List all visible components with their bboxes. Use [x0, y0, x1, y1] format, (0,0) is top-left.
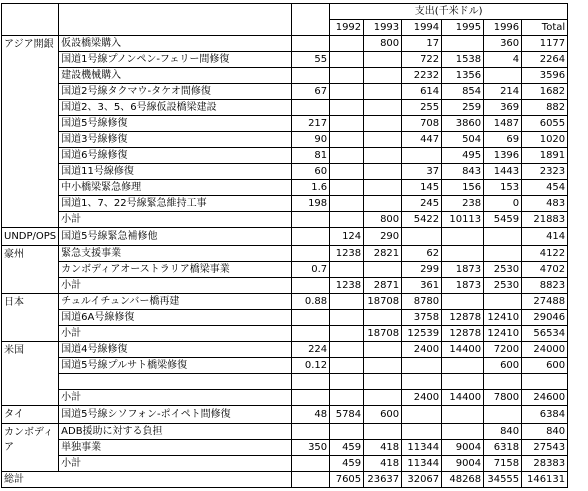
note-value [292, 424, 330, 440]
project-name: 緊急支援事業 [59, 246, 292, 262]
project-name: 建設機械購入 [59, 68, 292, 84]
amount-cell: 600 [364, 406, 402, 424]
amount-cell [330, 326, 364, 342]
project-name: 国道6号線修復 [59, 148, 292, 164]
amount-cell [330, 310, 364, 326]
year-header: 1994 [402, 20, 442, 36]
amount-cell [402, 374, 442, 390]
amount-cell: 1873 [442, 262, 484, 278]
amount-cell: 454 [522, 180, 568, 196]
subtotal-row [2, 278, 568, 294]
amount-cell: 255 [402, 100, 442, 116]
subtotal-row [2, 390, 568, 406]
amount-cell: 722 [402, 52, 442, 68]
project-row [2, 116, 568, 132]
amount-cell: 3758 [402, 310, 442, 326]
amount-cell: 1873 [442, 278, 484, 294]
amount-cell [364, 374, 402, 390]
amount-cell [442, 406, 484, 424]
project-name: 国道1、7、22号線緊急維持工事 [59, 196, 292, 212]
amount-cell: 28383 [522, 456, 568, 472]
note-value: 81 [292, 148, 330, 164]
amount-cell [330, 262, 364, 278]
amount-cell: 361 [402, 278, 442, 294]
amount-cell [330, 132, 364, 148]
year-header: 1995 [442, 20, 484, 36]
header-blank-project [59, 4, 292, 36]
amount-cell: 7158 [484, 456, 522, 472]
amount-cell: 2232 [402, 68, 442, 84]
note-value: 60 [292, 164, 330, 180]
amount-cell [402, 148, 442, 164]
amount-cell [364, 116, 402, 132]
amount-cell [364, 262, 402, 278]
project-row [2, 358, 568, 374]
note-value [292, 228, 330, 246]
amount-cell [364, 132, 402, 148]
project-row [2, 132, 568, 148]
amount-cell: 2400 [402, 342, 442, 358]
amount-cell [364, 164, 402, 180]
project-row [2, 310, 568, 326]
amount-cell [364, 148, 402, 164]
note-value [292, 326, 330, 342]
amount-cell [330, 84, 364, 100]
donor-cell: UNDP/OPS [2, 228, 59, 246]
amount-cell: 37 [402, 164, 442, 180]
amount-cell: 214 [484, 84, 522, 100]
project-name: 国道3号線修復 [59, 132, 292, 148]
project-row [2, 246, 568, 262]
project-row [2, 294, 568, 310]
amount-cell: 10113 [442, 212, 484, 228]
amount-cell [484, 294, 522, 310]
note-value: 217 [292, 116, 330, 132]
project-name: 国道2、3、5、6号線仮設橋梁建設 [59, 100, 292, 116]
amount-cell [484, 246, 522, 262]
project-row [2, 100, 568, 116]
note-value: 350 [292, 440, 330, 456]
amount-cell [330, 52, 364, 68]
amount-cell: 17 [402, 36, 442, 52]
amount-cell: 29046 [522, 310, 568, 326]
amount-cell: 238 [442, 196, 484, 212]
donor-cell: 日本 [2, 294, 59, 342]
project-name: カンボディアオーストラリア橋梁事業 [59, 262, 292, 278]
project-row [2, 406, 568, 424]
amount-cell [364, 52, 402, 68]
project-name: 単独事業 [59, 440, 292, 456]
project-row [2, 440, 568, 456]
amount-cell: 6384 [522, 406, 568, 424]
project-name [59, 374, 292, 390]
amount-cell: 8823 [522, 278, 568, 294]
amount-cell [402, 358, 442, 374]
amount-cell: 124 [330, 228, 364, 246]
amount-cell: 0 [484, 196, 522, 212]
amount-cell [364, 68, 402, 84]
amount-cell [442, 228, 484, 246]
amount-cell: 418 [364, 440, 402, 456]
amount-cell: 369 [484, 100, 522, 116]
header-blank-donor [2, 4, 59, 36]
note-value [292, 390, 330, 406]
donor-cell: カンボディア [2, 424, 59, 472]
amount-cell [364, 180, 402, 196]
amount-cell: 21883 [522, 212, 568, 228]
amount-cell: 62 [402, 246, 442, 262]
amount-cell: 800 [364, 36, 402, 52]
amount-cell: 12878 [442, 326, 484, 342]
spending-title: 支出(千米ドル) [330, 4, 568, 20]
amount-cell [330, 374, 364, 390]
amount-cell: 156 [442, 180, 484, 196]
amount-cell: 2530 [484, 262, 522, 278]
amount-cell [330, 390, 364, 406]
project-name: 国道4号線修復 [59, 342, 292, 358]
amount-cell: 12878 [442, 310, 484, 326]
amount-cell: 153 [484, 180, 522, 196]
amount-cell [330, 212, 364, 228]
note-value: 198 [292, 196, 330, 212]
note-value: 1.6 [292, 180, 330, 196]
road-aid-spending-table [1, 3, 568, 488]
amount-cell: 495 [442, 148, 484, 164]
grand-total-cell: 146131 [522, 472, 568, 488]
amount-cell: 6318 [484, 440, 522, 456]
amount-cell [330, 116, 364, 132]
amount-cell: 2871 [364, 278, 402, 294]
project-row [2, 374, 568, 390]
note-value [292, 36, 330, 52]
grand-total-cell: 34555 [484, 472, 522, 488]
amount-cell: 1891 [522, 148, 568, 164]
amount-cell [330, 424, 364, 440]
donor-cell: アジア開銀 [2, 36, 59, 228]
header-blank-note [292, 4, 330, 36]
grand-total-label: 総計 [2, 472, 292, 488]
amount-cell: 600 [484, 358, 522, 374]
donor-cell: 豪州 [2, 246, 59, 294]
amount-cell: 6055 [522, 116, 568, 132]
project-name: ADB援助に対する負担 [59, 424, 292, 440]
amount-cell: 259 [442, 100, 484, 116]
amount-cell: 299 [402, 262, 442, 278]
amount-cell [442, 424, 484, 440]
amount-cell: 4122 [522, 246, 568, 262]
subtotal-row [2, 456, 568, 472]
amount-cell: 5459 [484, 212, 522, 228]
amount-cell: 4702 [522, 262, 568, 278]
note-value [292, 456, 330, 472]
amount-cell: 14400 [442, 390, 484, 406]
amount-cell: 4 [484, 52, 522, 68]
note-value: 90 [292, 132, 330, 148]
amount-cell [484, 228, 522, 246]
project-name: 国道5号線修復 [59, 116, 292, 132]
note-value [292, 374, 330, 390]
note-value: 0.12 [292, 358, 330, 374]
amount-cell: 8780 [402, 294, 442, 310]
amount-cell [330, 164, 364, 180]
amount-cell: 1396 [484, 148, 522, 164]
amount-cell [330, 180, 364, 196]
amount-cell: 3860 [442, 116, 484, 132]
amount-cell: 414 [522, 228, 568, 246]
amount-cell: 1682 [522, 84, 568, 100]
amount-cell: 1356 [442, 68, 484, 84]
amount-cell: 614 [402, 84, 442, 100]
note-value [292, 100, 330, 116]
amount-cell: 24600 [522, 390, 568, 406]
amount-cell: 9004 [442, 440, 484, 456]
note-value: 224 [292, 342, 330, 358]
amount-cell [442, 374, 484, 390]
note-value: 0.88 [292, 294, 330, 310]
project-name: チュルイチュンバー橋再建 [59, 294, 292, 310]
grand-total-cell: 32067 [402, 472, 442, 488]
amount-cell [330, 196, 364, 212]
amount-cell [364, 84, 402, 100]
amount-cell: 5422 [402, 212, 442, 228]
project-name: 国道5号線プルサト橋梁修復 [59, 358, 292, 374]
amount-cell: 1238 [330, 246, 364, 262]
project-row [2, 148, 568, 164]
amount-cell: 1238 [330, 278, 364, 294]
amount-cell: 600 [522, 358, 568, 374]
note-value [292, 212, 330, 228]
project-row [2, 52, 568, 68]
amount-cell: 840 [484, 424, 522, 440]
project-row [2, 164, 568, 180]
amount-cell: 24000 [522, 342, 568, 358]
amount-cell [364, 358, 402, 374]
grand-total-note-blank [292, 472, 330, 488]
amount-cell [330, 294, 364, 310]
project-name: 国道2号線タクマウ-タケオ間修復 [59, 84, 292, 100]
note-value: 55 [292, 52, 330, 68]
note-value [292, 278, 330, 294]
subtotal-row [2, 326, 568, 342]
amount-cell: 1443 [484, 164, 522, 180]
amount-cell [522, 374, 568, 390]
amount-cell: 11344 [402, 456, 442, 472]
amount-cell [442, 246, 484, 262]
amount-cell: 360 [484, 36, 522, 52]
amount-cell [364, 100, 402, 116]
amount-cell: 27488 [522, 294, 568, 310]
note-value: 67 [292, 84, 330, 100]
amount-cell: 14400 [442, 342, 484, 358]
amount-cell: 12410 [484, 310, 522, 326]
amount-cell: 418 [364, 456, 402, 472]
project-row [2, 180, 568, 196]
amount-cell: 1487 [484, 116, 522, 132]
amount-cell: 18708 [364, 326, 402, 342]
project-row [2, 68, 568, 84]
amount-cell [442, 36, 484, 52]
amount-cell: 459 [330, 440, 364, 456]
amount-cell: 882 [522, 100, 568, 116]
subtotal-label: 小計 [59, 390, 292, 406]
amount-cell [330, 148, 364, 164]
amount-cell: 459 [330, 456, 364, 472]
amount-cell: 27543 [522, 440, 568, 456]
amount-cell: 9004 [442, 456, 484, 472]
note-value [292, 310, 330, 326]
project-row [2, 84, 568, 100]
amount-cell [484, 68, 522, 84]
note-value [292, 246, 330, 262]
amount-cell: 69 [484, 132, 522, 148]
project-row [2, 342, 568, 358]
amount-cell: 1538 [442, 52, 484, 68]
amount-cell: 708 [402, 116, 442, 132]
year-header: Total [522, 20, 568, 36]
note-value: 0.7 [292, 262, 330, 278]
amount-cell: 18708 [364, 294, 402, 310]
amount-cell: 245 [402, 196, 442, 212]
amount-cell [330, 342, 364, 358]
project-row [2, 262, 568, 278]
project-row [2, 36, 568, 52]
amount-cell [330, 68, 364, 84]
amount-cell: 56534 [522, 326, 568, 342]
amount-cell [364, 196, 402, 212]
amount-cell [364, 424, 402, 440]
project-name: 国道5号線緊急補修他 [59, 228, 292, 246]
amount-cell [330, 100, 364, 116]
donor-cell: タイ [2, 406, 59, 424]
grand-total-cell: 23637 [364, 472, 402, 488]
project-row [2, 196, 568, 212]
amount-cell [402, 406, 442, 424]
amount-cell: 2264 [522, 52, 568, 68]
amount-cell [402, 228, 442, 246]
amount-cell: 840 [522, 424, 568, 440]
amount-cell [364, 310, 402, 326]
amount-cell: 2323 [522, 164, 568, 180]
amount-cell: 3596 [522, 68, 568, 84]
amount-cell: 800 [364, 212, 402, 228]
grand-total-cell: 48268 [442, 472, 484, 488]
note-value: 48 [292, 406, 330, 424]
amount-cell: 11344 [402, 440, 442, 456]
amount-cell: 483 [522, 196, 568, 212]
subtotal-label: 小計 [59, 456, 292, 472]
amount-cell: 2821 [364, 246, 402, 262]
amount-cell: 854 [442, 84, 484, 100]
project-name: 国道5号線シソフォン-ポイペト間修復 [59, 406, 292, 424]
amount-cell [364, 342, 402, 358]
amount-cell: 1177 [522, 36, 568, 52]
amount-cell: 1020 [522, 132, 568, 148]
year-header: 1996 [484, 20, 522, 36]
amount-cell [330, 358, 364, 374]
year-header: 1992 [330, 20, 364, 36]
subtotal-label: 小計 [59, 278, 292, 294]
amount-cell [330, 36, 364, 52]
grand-total-row [2, 472, 568, 488]
amount-cell: 5784 [330, 406, 364, 424]
amount-cell: 7200 [484, 342, 522, 358]
amount-cell: 290 [364, 228, 402, 246]
grand-total-cell: 7605 [330, 472, 364, 488]
amount-cell: 843 [442, 164, 484, 180]
amount-cell [442, 358, 484, 374]
project-name: 仮設橋梁購入 [59, 36, 292, 52]
amount-cell: 504 [442, 132, 484, 148]
amount-cell [484, 406, 522, 424]
amount-cell: 7800 [484, 390, 522, 406]
project-name: 国道1号線プノンペン-フェリー間修復 [59, 52, 292, 68]
amount-cell: 447 [402, 132, 442, 148]
year-header: 1993 [364, 20, 402, 36]
amount-cell: 12539 [402, 326, 442, 342]
amount-cell [484, 374, 522, 390]
amount-cell [402, 424, 442, 440]
project-name: 国道11号線修復 [59, 164, 292, 180]
amount-cell: 12410 [484, 326, 522, 342]
subtotal-label: 小計 [59, 326, 292, 342]
note-value [292, 68, 330, 84]
project-row [2, 424, 568, 440]
project-row [2, 228, 568, 246]
amount-cell: 2400 [402, 390, 442, 406]
amount-cell [442, 294, 484, 310]
subtotal-label: 小計 [59, 212, 292, 228]
amount-cell: 145 [402, 180, 442, 196]
donor-cell: 米国 [2, 342, 59, 406]
amount-cell [364, 390, 402, 406]
project-name: 国道6A号線修復 [59, 310, 292, 326]
subtotal-row [2, 212, 568, 228]
amount-cell: 2530 [484, 278, 522, 294]
header-row-top [2, 4, 568, 20]
project-name: 中小橋梁緊急修理 [59, 180, 292, 196]
